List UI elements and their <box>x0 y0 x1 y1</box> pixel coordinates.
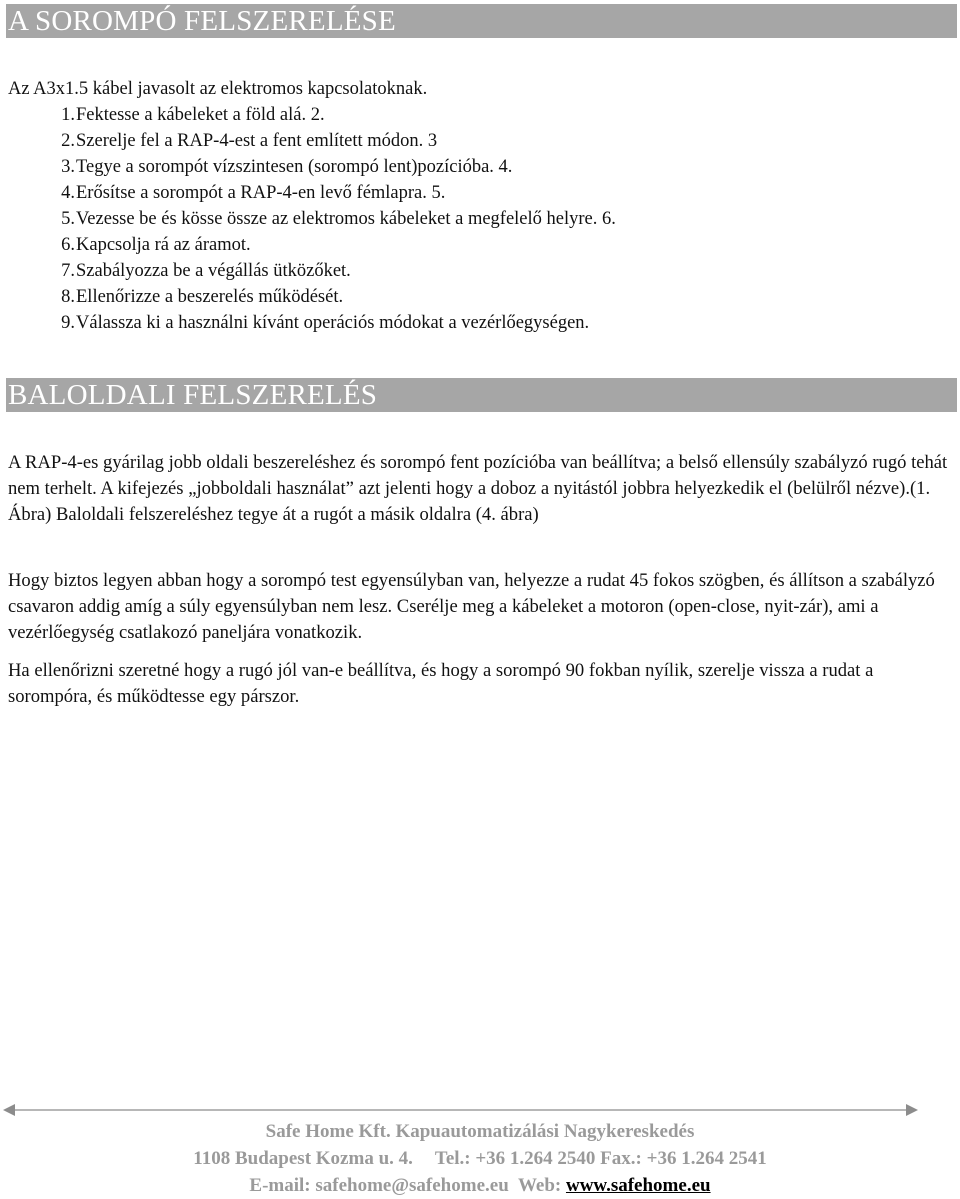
section-title-left-side-installation: BALOLDALI FELSZERELÉS <box>6 378 957 412</box>
paragraph-balance: Hogy biztos legyen abban hogy a sorompó test egyensúlyban van, helyezze a rudat 45 fokos szögben, és állítson a szabályzó csavaron addig amíg a súly egyensúlyban nem lesz. Cserélje meg a kábeleket a motoron (open-close, nyit-zár), ami a vezérlőegység csatlakozó paneljára vonatkozik. <box>8 570 935 643</box>
step-text: Ellenőrizze a beszerelés működését. <box>76 287 344 307</box>
step-text: Tegye a sorompót vízszintesen (sorompó lent)pozícióba. 4. <box>76 157 513 177</box>
list-item <box>8 128 616 154</box>
paragraph-spring-check: Ha ellenőrizni szeretné hogy a rugó jól van-e beállítva, és hogy a sorompó 90 fokban nyílik, szerelje vissza a rudat a sorompóra, és működtesse egy párszor. <box>8 660 874 707</box>
footer <box>0 1118 960 1199</box>
list-item <box>8 154 616 180</box>
footer-address: 1108 Budapest Kozma u. 4. <box>193 1148 413 1169</box>
step-number: 7. <box>61 261 75 281</box>
list-item <box>8 258 616 284</box>
step-text: Válassza ki a használni kívánt operációs módokat a vezérlőegységen. <box>76 313 590 333</box>
footer-email: E-mail: safehome@safehome.eu <box>249 1175 509 1196</box>
step-text: Kapcsolja rá az áramot. <box>76 235 251 255</box>
step-number: 1. <box>61 105 75 125</box>
section-title-installation: A SOROMPÓ FELSZERELÉSE <box>6 4 957 38</box>
arrow-right-icon <box>906 1104 918 1116</box>
step-number: 9. <box>61 313 75 333</box>
list-item <box>8 310 616 336</box>
footer-online-line <box>0 1172 960 1199</box>
step-number: 3. <box>61 157 75 177</box>
paragraph-factory-setting: A RAP-4-es gyárilag jobb oldali beszereléshez és sorompó fent pozícióba van beállítva; a belső ellensúly szabályzó rugó tehát nem terhelt. A kifejezés „jobboldali használat” azt jelenti hogy a doboz a nyitástól jobbra helyezkedik el (belülről nézve).(1. Ábra) Baloldali felszereléshez tegye át a rugót a másik oldalra (4. ábra) <box>8 452 948 525</box>
footer-divider <box>0 1102 960 1118</box>
website-link[interactable]: www.safehome.eu <box>565 1175 711 1196</box>
list-item <box>8 102 616 128</box>
step-number: 6. <box>61 235 75 255</box>
installation-steps-list <box>8 102 616 336</box>
footer-company: Safe Home Kft. Kapuautomatizálási Nagykereskedés <box>265 1121 695 1142</box>
step-text: Szabályozza be a végállás ütközőket. <box>76 261 351 281</box>
list-item <box>8 180 616 206</box>
step-number: 8. <box>61 287 75 307</box>
footer-contact-line <box>0 1145 960 1172</box>
step-text: Erősítse a sorompót a RAP-4-en levő fémlapra. 5. <box>76 183 446 203</box>
footer-web-label: Web: <box>517 1175 562 1196</box>
list-item <box>8 284 616 310</box>
step-number: 5. <box>61 209 75 229</box>
list-item <box>8 232 616 258</box>
step-text: Szerelje fel a RAP-4-est a fent említett módon. 3 <box>76 131 438 151</box>
step-text: Vezesse be és kösse össze az elektromos kábeleket a megfelelő helyre. 6. <box>76 209 616 229</box>
intro-text: Az A3x1.5 kábel javasolt az elektromos kapcsolatoknak. <box>8 79 428 99</box>
list-item <box>8 206 616 232</box>
footer-phone-fax: Tel.: +36 1.264 2540 Fax.: +36 1.264 2541 <box>434 1148 767 1169</box>
step-number: 4. <box>61 183 75 203</box>
step-text: Fektesse a kábeleket a föld alá. 2. <box>76 105 325 125</box>
arrow-left-icon <box>3 1104 15 1116</box>
step-number: 2. <box>61 131 75 151</box>
